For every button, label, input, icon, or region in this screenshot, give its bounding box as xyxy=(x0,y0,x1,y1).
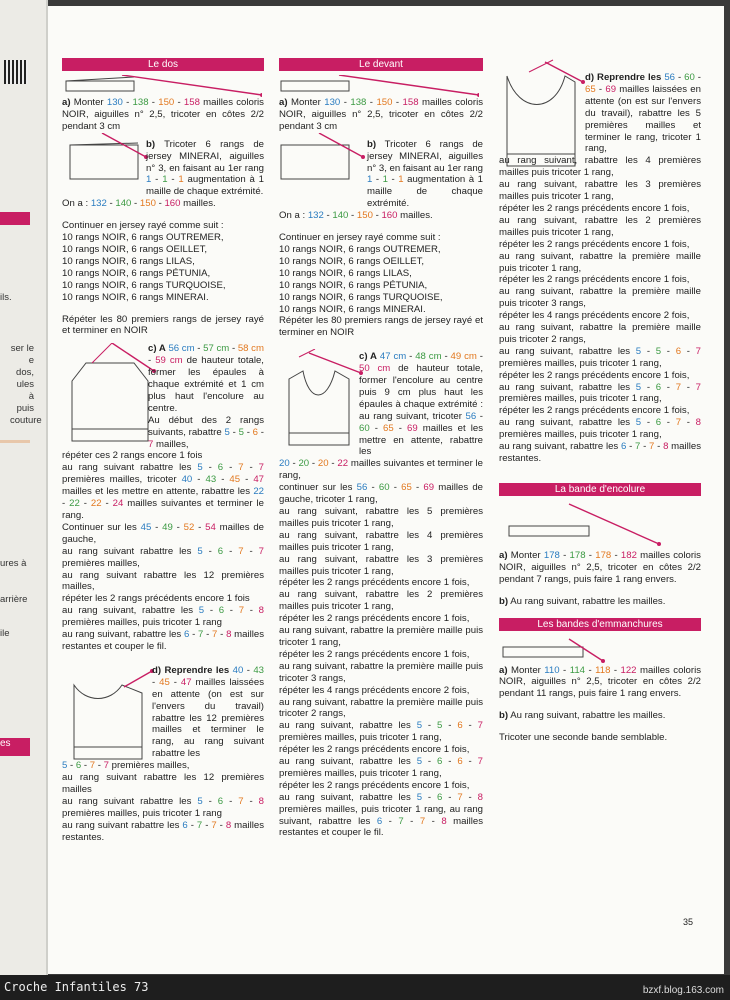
dos-c2: Au début des 2 rangs suivants, rabattre 5 - 5 - 6 - 7 mailles, xyxy=(148,414,264,450)
encolure-a: a) Monter 178 - 178 - 178 - 182 mailles coloris NOIR, aiguilles n° 2,5, tricoter en côtes 2/2 pendant 7 rangs, puis faire 1 rang envers. xyxy=(499,549,701,585)
section-header-bande-encolure: La bande d'encolure xyxy=(499,483,701,496)
armhole-band-illustration xyxy=(499,635,699,665)
section-header-le-dos: Le dos xyxy=(62,58,264,71)
edge-text-5: ile xyxy=(0,628,10,639)
dos-c-body: répéter ces 2 rangs encore 1 fois au rang suivant rabattre les 5 - 6 - 7 - 7 premières mailles, tricoter 40 - 43 - 45 - 47 mailles et les mettre en attente, rabattre les 22 - 22 - 22 - 24 mailles suivantes et terminer le rang. Continuer sur les 45 - 49 - 52 - 54 mailles de gauche, au rang suivant rabattre les 5 - 6 - 7 - 7 premières mailles, au rang suivant rabattre les 12 premières mailles, répéter les 2 rangs précédents encore 1 fois au rang suivant, rabattre les 5 - 6 - 7 - 8 premières mailles, puis tricoter 1 rang au rang suivant, rabattre les 6 - 7 - 7 - 8 mailles restantes et couper le fil. xyxy=(62,450,265,652)
dos-b: b) Tricoter 6 rangs de jersey MINERAI, aiguilles n° 3, en faisant au 1er rang 1 - 1 - 1 augmentation à 1 maille de chaque extrémité. xyxy=(146,138,264,198)
emman-c: Tricoter une seconde bande semblable. xyxy=(499,732,668,744)
devant-d: d) Reprendre les 56 - 60 - 65 - 69 mailles laissées en attente (on est sur l'envers du travail), rabattre les 5 premières mailles et terminer le rang, tricoter 1 rang, xyxy=(585,72,701,155)
dos-d-body: 5 - 6 - 7 - 7 premières mailles, au rang suivant rabattre les 12 premières mailles au rang suivant rabattre les 5 - 6 - 7 - 8 premières mailles, puis tricoter 1 rang au rang suivant rabattre les 6 - 7 - 7 - 8 mailles restantes. xyxy=(62,760,264,843)
section-header-le-devant: Le devant xyxy=(279,58,483,71)
devant-a: a) Monter 130 - 138 - 150 - 158 mailles coloris NOIR, aiguilles n° 2,5, tricoter en côtes 2/2 pendant 3 cm xyxy=(279,97,484,132)
source-watermark: bzxf.blog.163.com xyxy=(642,985,724,996)
dos-total: On a : 132 - 140 - 150 - 160 mailles. xyxy=(62,198,216,210)
barcode-fragment xyxy=(4,60,28,84)
devant-c: c) A 47 cm - 48 cm - 49 cm - 50 cm de hauteur totale, former l'encolure au centre puis 9 cm plus haut les épaules à chaque extrémité : au rang suivant, tricoter 56 - 60 - 65 - 69 mailles et les mettre en attente, rabattre les xyxy=(359,351,483,458)
edge-text-2: ser le e dos, ules à puis couture xyxy=(10,343,42,426)
front-ribbing-illustration xyxy=(279,75,479,97)
edge-text-1: ils. xyxy=(0,292,12,303)
devant-total: On a : 132 - 140 - 150 - 160 mailles. xyxy=(279,210,433,222)
edge-text-3: ures à xyxy=(0,558,27,569)
emman-a: a) Monter 110 - 114 - 118 - 122 mailles coloris NOIR, aiguilles n° 2,5, tricoter en côtes 2/2 pendant 11 rangs, puis faire 1 rang envers. xyxy=(499,664,702,700)
dos-stripes: Continuer en jersey rayé comme suit : 10 rangs NOIR, 6 rangs OUTREMER, 10 rangs NOIR, 6 rangs OEILLET, 10 rangs NOIR, 6 rangs LILAS, 10 rangs NOIR, 6 rangs PÉTUNIA, 10 rangs NOIR, 6 rangs TURQUOISE, 10 rangs NOIR, 6 rangs MINERAI. xyxy=(62,220,226,303)
neck-band-illustration xyxy=(499,500,699,550)
edge-tab: es xyxy=(0,738,30,756)
footer-bar xyxy=(0,975,730,1000)
pink-tab xyxy=(0,212,30,225)
dos-repeat: Répéter les 80 premiers rangs de jersey rayé et terminer en NOIR xyxy=(62,313,264,337)
dos-c: c) A 56 cm - 57 cm - 58 cm - 59 cm de hauteur totale, former les épaules à chaque extrémité et 1 cm plus haut l'encolure au centre. xyxy=(148,343,264,414)
magazine-title: Croche Infantiles 73 xyxy=(4,980,149,994)
column-le-dos xyxy=(62,58,264,843)
devant-c-body: 20 - 20 - 20 - 22 mailles suivantes et terminer le rang, continuer sur les 56 - 60 - 65 - 69 mailles de gauche, tricoter 1 rang, au rang suivant, rabattre les 5 premières mailles puis tricoter 1 rang, au rang suivant, rabattre les 4 premières mailles puis tricoter 1 rang, au rang suivant, rabattre les 3 premières mailles puis tricoter 1 rang, répéter les 2 rangs précédents encore 1 fois, au rang suivant, rabattre les 2 premières mailles puis tricoter 1 rang, répéter les 2 rangs précédents encore 1 fois, au rang suivant, rabattre la première maille puis tricoter 1 rang, répéter les 2 rangs précédents encore 1 fois, au rang suivant, rabattre la première maille puis tricoter 3 rangs, répéter les 4 rangs précédents encore 2 fois, au rang suivant, rabattre la première maille puis tricoter 2 rangs, au rang suivant, rabattre les 5 - 5 - 6 - 7 premières mailles, puis tricoter 1 rang, répéter les 2 rangs précédents encore 1 fois, au rang suivant, rabattre les 5 - 6 - 6 - 7 premières mailles, puis tricoter 1 rang, répéter les 2 rangs précédents encore 1 fois, au rang suivant, rabattre les 5 - 6 - 7 - 8 premières mailles, puis tricoter 1 rang, au rang suivant, rabattre les 6 - 7 - 7 - 8 mailles restantes et couper le fil. xyxy=(279,458,484,839)
emman-b: b) Au rang suivant, rabattre les mailles. xyxy=(499,710,666,722)
previous-page-edge xyxy=(0,0,48,975)
dos-a: a) Monter 130 - 138 - 150 - 158 mailles coloris NOIR, aiguilles n° 2,5, tricoter en côtes 2/2 pendant 3 cm xyxy=(62,97,264,132)
devant-stripes: Continuer en jersey rayé comme suit : 10 rangs NOIR, 6 rangs OUTREMER, 10 rangs NOIR, 6 rangs OEILLET, 10 rangs NOIR, 6 rangs LILAS, 10 rangs NOIR, 6 rangs PÉTUNIA, 10 rangs NOIR, 6 rangs TURQUOISE, 10 rangs NOIR, 6 rangs MINERAI. Répéter les 80 premiers rangs de jersey rayé et terminer en NOIR xyxy=(279,232,483,339)
column-le-devant xyxy=(279,58,483,839)
section-header-bandes-emmanchures: Les bandes d'emmanchures xyxy=(499,618,701,631)
devant-b: b) Tricoter 6 rangs de jersey MINERAI, aiguilles n° 3, en faisant au 1er rang 1 - 1 - 1 augmentation à 1 maille de chaque extrémité. xyxy=(367,138,483,210)
edge-text-4: arrière xyxy=(0,594,28,605)
encolure-b: b) Au rang suivant, rabattre les mailles. xyxy=(499,595,666,607)
ribbing-band-illustration xyxy=(62,75,262,97)
column-right xyxy=(499,58,701,744)
edge-line xyxy=(0,440,30,443)
dos-d: d) Reprendre les 40 - 43 - 45 - 47 mailles laissées en attente (on est sur l'envers du travail) rabattre les 12 premières mailles et terminer le rang, au rang suivant rabattre les xyxy=(152,664,264,760)
page-number: 35 xyxy=(683,917,694,927)
devant-d-body: au rang suivant, rabattre les 4 premières mailles puis tricoter 1 rang, au rang suivant, rabattre les 3 premières mailles puis tricoter 1 rang, répéter les 2 rangs précédents encore 1 fois, au rang suivant, rabattre les 2 premières mailles puis tricoter 1 rang, répéter les 2 rangs précédents encore 1 fois, au rang suivant, rabattre la première maille puis tricoter 1 rang, répéter les 2 rangs précédents encore 1 fois, au rang suivant, rabattre la première maille puis tricoter 3 rangs, répéter les 4 rangs précédents encore 2 fois, au rang suivant, rabattre la première maille puis tricoter 2 rangs, au rang suivant, rabattre les 5 - 5 - 6 - 7 premières mailles, puis tricoter 1 rang, répéter les 2 rangs précédents encore 1 fois, au rang suivant, rabattre les 5 - 6 - 7 - 7 premières mailles, puis tricoter 1 rang, répéter les 2 rangs précédents encore 1 fois, au rang suivant, rabattre les 5 - 6 - 7 - 8 premières mailles, puis tricoter 1 rang, au rang suivant, rabattre les 6 - 7 - 7 - 8 mailles restantes. xyxy=(499,155,702,464)
